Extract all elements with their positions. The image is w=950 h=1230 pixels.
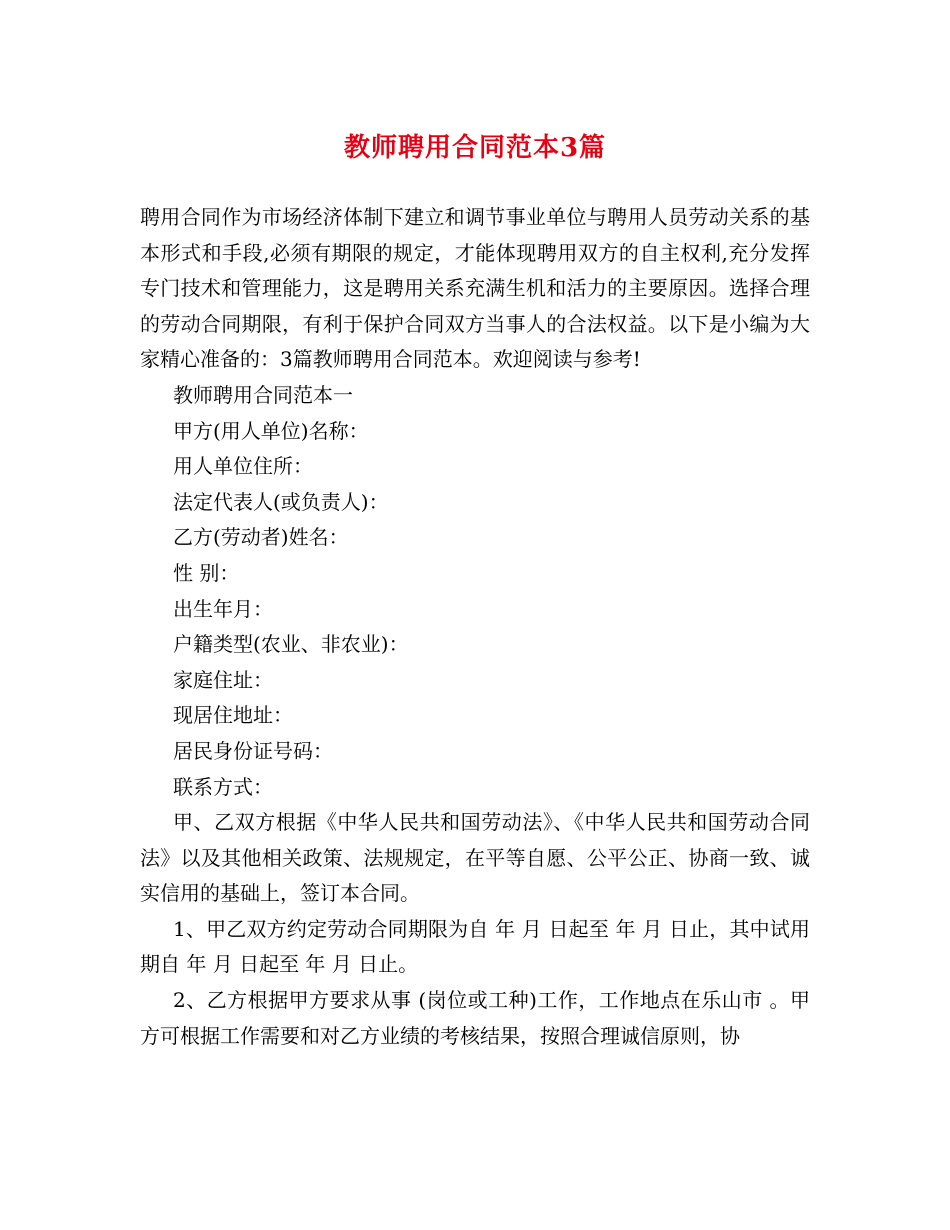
clause-1: 1、甲乙双方约定劳动合同期限为自 年 月 日起至 年 月 日止，其中试用期自 年 月 日起至 年 月 日止。 — [140, 916, 810, 977]
field-legal-representative: 法定代表人(或负责人)： — [173, 489, 389, 514]
field-current-address: 现居住地址： — [173, 703, 293, 728]
field-household-type: 户籍类型(农业、非农业)： — [173, 632, 409, 657]
intro-paragraph: 聘用合同作为市场经济体制下建立和调节事业单位与聘用人员劳动关系的基本形式和手段,必须有期限的规定，才能体现聘用双方的自主权利,充分发挥专门技术和管理能力，这是聘用关系充满生机和活力的主要原因。选择合理的劳动合同期限，有利于保护合同双方当事人的合法权益。以下是小编为大家精心准备的：3篇教师聘用合同范本。欢迎阅读与参考! — [140, 205, 810, 372]
contract-preamble: 甲、乙双方根据《中华人民共和国劳动法》、《中华人民共和国劳动合同法》以及其他相关政策、法规规定，在平等自愿、公平公正、协商一致、诚实信用的基础上，签订本合同。 — [140, 810, 810, 906]
field-home-address: 家庭住址： — [173, 667, 273, 692]
field-contact: 联系方式： — [173, 774, 273, 799]
section-heading: 教师聘用合同范本一 — [173, 382, 353, 407]
field-employee-name: 乙方(劳动者)姓名： — [173, 525, 349, 550]
field-gender: 性 别： — [173, 560, 240, 585]
document-title: 教师聘用合同范本3篇 — [343, 133, 607, 163]
field-employer-name: 甲方(用人单位)名称： — [173, 418, 369, 443]
clause-2: 2、乙方根据甲方要求从事 (岗位或工种)工作，工作地点在乐山市 。甲方可根据工作需要和对乙方业绩的考核结果，按照合理诚信原则，协 — [140, 988, 810, 1048]
field-birth-date: 出生年月： — [173, 596, 273, 621]
document-body — [140, 200, 810, 1054]
field-id-number: 居民身份证号码： — [173, 738, 333, 763]
field-employer-address: 用人单位住所： — [173, 454, 313, 479]
